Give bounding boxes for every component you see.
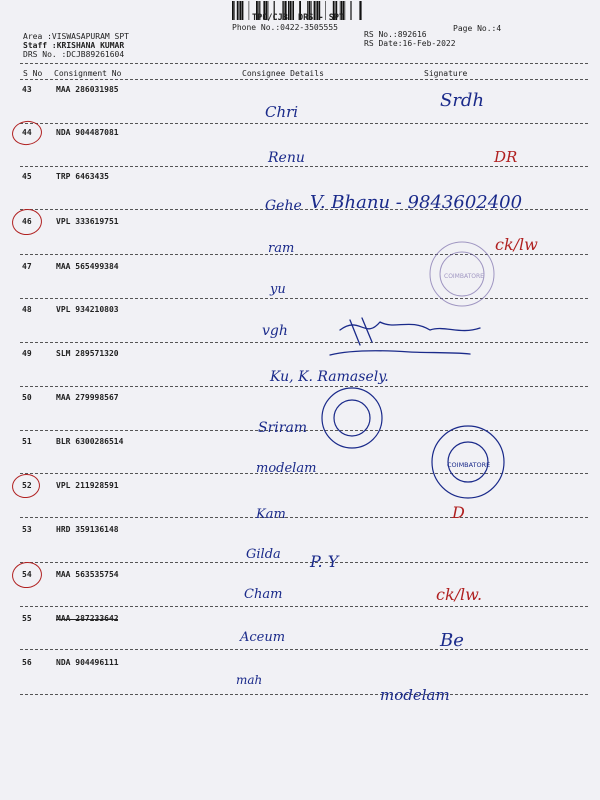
- signature-handwriting: Srdh: [440, 90, 485, 111]
- barcode-bar: [234, 1, 235, 20]
- signature-handwriting: DR: [494, 148, 518, 166]
- consignee-handwriting: ram: [268, 241, 295, 256]
- signature-handwriting: V. Bhanu - 9843602400: [310, 192, 523, 213]
- row-divider: [20, 694, 588, 695]
- page-number: Page No.:4: [453, 24, 502, 33]
- signature-handwriting: D: [452, 503, 465, 522]
- area-field: Area :VISWASAPURAM SPT: [23, 32, 129, 41]
- signature-scribble: [330, 351, 470, 355]
- signature-handwriting: modelam: [380, 686, 450, 704]
- row-sno: 45: [22, 172, 32, 181]
- consignee-handwriting: Gilda: [246, 547, 281, 562]
- row-consignment: VPL 333619751: [56, 217, 119, 226]
- barcode-bar: [232, 1, 234, 20]
- column-header-consignee: Consignee Details: [242, 69, 324, 78]
- svg-text:COIMBATORE: COIMBATORE: [444, 273, 484, 280]
- header-divider: [20, 63, 588, 64]
- barcode-bar: [350, 1, 351, 20]
- row-divider: [20, 209, 588, 210]
- consignee-handwriting: modelam: [256, 461, 317, 476]
- row-divider: [20, 517, 588, 518]
- row-divider: [20, 298, 588, 299]
- row-sno: 55: [22, 614, 32, 623]
- row-consignment: NDA 904487081: [56, 128, 119, 137]
- barcode-bar: [240, 1, 241, 20]
- rs-number: RS No.:892616: [364, 30, 427, 39]
- signature-handwriting: ck/lw: [495, 235, 538, 254]
- barcode-bar: [345, 1, 346, 20]
- row-divider: [20, 562, 588, 563]
- red-circle-mark: [10, 207, 43, 237]
- row-consignment: HRD 359136148: [56, 525, 119, 534]
- consignee-handwriting: yu: [270, 282, 286, 297]
- row-consignment: TRP 6463435: [56, 172, 109, 181]
- svg-text:COIMBATORE: COIMBATORE: [447, 461, 491, 469]
- signature-handwriting: ck/lw.: [436, 585, 483, 604]
- barcode-bar: [249, 1, 250, 20]
- row-divider: [20, 606, 588, 607]
- row-consignment: SLM 289571320: [56, 349, 119, 358]
- row-consignment: MAA 565499384: [56, 262, 119, 271]
- row-divider: [20, 123, 588, 124]
- rs-date: RS Date:16-Feb-2022: [364, 39, 456, 48]
- consignee-handwriting: Cham: [244, 587, 283, 602]
- column-header-consignment: Consignment No: [54, 69, 122, 78]
- row-sno: 51: [22, 437, 32, 446]
- barcode-bar: [237, 1, 239, 20]
- row-sno: 47: [22, 262, 32, 271]
- row-divider: [20, 254, 588, 255]
- row-sno: 44: [22, 128, 32, 137]
- consignee-handwriting: Sriram: [258, 420, 308, 436]
- strikethrough: [56, 619, 118, 620]
- signature-scribble: [350, 318, 372, 345]
- row-divider: [20, 342, 588, 343]
- stamp-seal: [322, 388, 382, 448]
- stamp-seal: [430, 242, 494, 306]
- row-divider: [20, 473, 588, 474]
- row-sno: 54: [22, 570, 32, 579]
- row-consignment: MAA 563535754: [56, 570, 119, 579]
- column-header-sno: S No: [23, 69, 43, 78]
- consignee-handwriting: Renu: [268, 150, 305, 166]
- row-sno: 56: [22, 658, 32, 667]
- barcode-bar: [239, 1, 240, 20]
- red-circle-mark: [10, 560, 43, 590]
- consignee-handwriting: Kam: [256, 507, 286, 522]
- row-sno: 48: [22, 305, 32, 314]
- row-consignment: VPL 934210803: [56, 305, 119, 314]
- stamp-seal: [432, 426, 504, 498]
- barcode-bar: [359, 1, 360, 20]
- row-consignment: MAA 287233642: [56, 614, 119, 623]
- row-divider: [20, 166, 588, 167]
- column-header-divider: [20, 79, 588, 80]
- barcode-bar: [360, 1, 361, 20]
- row-consignment: BLR 6300286514: [56, 437, 124, 446]
- row-sno: 43: [22, 85, 32, 94]
- barcode-bar: [242, 1, 244, 20]
- red-circle-mark: [10, 472, 41, 500]
- row-divider: [20, 430, 588, 431]
- row-sno: 52: [22, 481, 32, 490]
- row-consignment: MAA 286031985: [56, 85, 119, 94]
- staff-field: Staff :KRISHANA KUMAR: [23, 41, 125, 50]
- column-header-signature: Signature: [424, 69, 468, 78]
- consignee-handwriting: Chri: [265, 103, 299, 121]
- row-consignment: MAA 279998567: [56, 393, 119, 402]
- consignee-handwriting: vgh: [262, 323, 288, 339]
- signature-handwriting: Be: [440, 630, 464, 651]
- row-divider: [20, 386, 588, 387]
- row-consignment: VPL 211928591: [56, 481, 119, 490]
- row-divider: [20, 649, 588, 650]
- row-sno: 53: [22, 525, 32, 534]
- signature-handwriting: P. Y: [310, 552, 339, 571]
- document-title: TPC/CJB DRS - SPT: [252, 13, 345, 23]
- signature-scribble: [340, 322, 480, 331]
- consignee-handwriting: Gehe: [265, 198, 302, 214]
- row-sno: 50: [22, 393, 32, 402]
- row-sno: 49: [22, 349, 32, 358]
- phone-number: Phone No.:0422-3505555: [232, 23, 338, 32]
- consignee-handwriting: Aceum: [240, 630, 286, 645]
- drs-number: DRS No. :DCJB89261604: [23, 50, 125, 59]
- consignee-handwriting: mah: [236, 673, 263, 687]
- row-sno: 46: [22, 217, 32, 226]
- row-consignment: NDA 904496111: [56, 658, 119, 667]
- consignee-handwriting: Ku, K. Ramasely.: [270, 369, 389, 385]
